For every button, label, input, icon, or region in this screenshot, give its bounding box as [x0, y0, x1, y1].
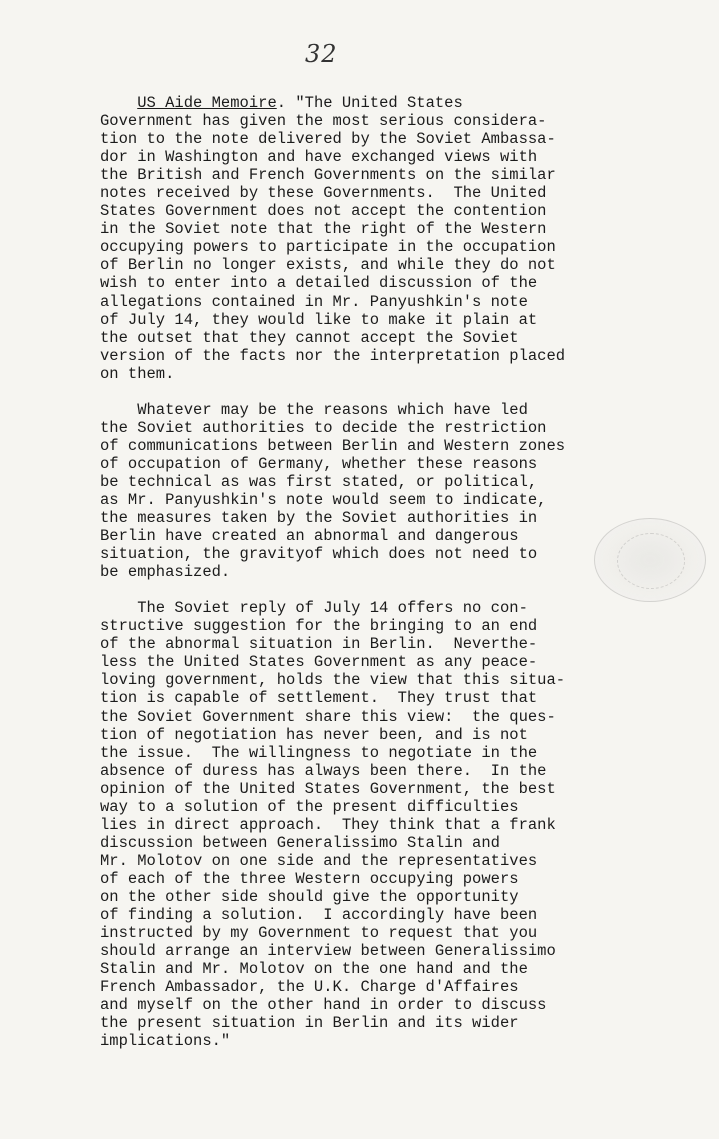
- text-line: tion to the note delivered by the Soviet Ambassa-: [100, 130, 556, 149]
- text-line: of each of the three Western occupying powers: [100, 869, 519, 888]
- text-line: be emphasized.: [100, 563, 231, 582]
- text-line: absence of duress has always been there. In the: [100, 761, 547, 780]
- archive-stamp-inner: [617, 533, 685, 589]
- text-line: tion is capable of settlement. They trust that: [100, 689, 538, 708]
- text-line: Stalin and Mr. Molotov on the one hand and the: [100, 960, 528, 979]
- text-line: States Government does not accept the contention: [100, 202, 547, 221]
- text-line: the measures taken by the Soviet authorities in: [100, 509, 538, 528]
- archive-stamp-icon: [594, 518, 706, 602]
- text-line: wish to enter into a detailed discussion of the: [100, 274, 538, 293]
- text-line: French Ambassador, the U.K. Charge d'Affaires: [100, 978, 519, 997]
- paragraph-2: [100, 401, 640, 581]
- text-line: opinion of the United States Government, the best: [100, 779, 556, 798]
- paragraph-1: [100, 94, 640, 383]
- text-line: Whatever may be the reasons which have led: [100, 400, 528, 419]
- text-line: and myself on the other hand in order to discuss: [100, 996, 547, 1015]
- text-line: way to a solution of the present difficulties: [100, 797, 519, 816]
- text-line: occupying powers to participate in the occupation: [100, 238, 556, 257]
- text-line: situation, the gravityof which does not need to: [100, 545, 538, 564]
- text-line: discussion between Generalissimo Stalin and: [100, 833, 500, 852]
- text-line: of Berlin no longer exists, and while they do not: [100, 256, 556, 275]
- text-line: on them.: [100, 364, 175, 383]
- text-line: in the Soviet note that the right of the Western: [100, 220, 547, 239]
- text-line: less the United States Government as any peace-: [100, 653, 538, 672]
- text-line: tion of negotiation has never been, and is not: [100, 725, 528, 744]
- text-line: as Mr. Panyushkin's note would seem to indicate,: [100, 490, 547, 509]
- text-line: Berlin have created an abnormal and dangerous: [100, 527, 519, 546]
- text-line: instructed by my Government to request that you: [100, 924, 538, 943]
- text-line: The Soviet reply of July 14 offers no con-: [100, 599, 528, 618]
- text-line: the Soviet Government share this view: the ques-: [100, 707, 556, 726]
- text-line: structive suggestion for the bringing to an end: [100, 617, 538, 636]
- text-line: Mr. Molotov on one side and the representatives: [100, 851, 538, 870]
- text-line: Government has given the most serious considera-: [100, 112, 547, 131]
- text-line: the present situation in Berlin and its wider: [100, 1014, 519, 1033]
- text-line: the outset that they cannot accept the Soviet: [100, 328, 519, 347]
- text-line: version of the facts nor the interpretation placed: [100, 346, 566, 365]
- page-number: 32: [305, 40, 338, 68]
- text-line: of the abnormal situation in Berlin. Neverthe-: [100, 635, 538, 654]
- heading-underlined: US Aide Memoire: [137, 94, 277, 112]
- text-line: US Aide Memoire. "The United States: [137, 94, 463, 112]
- text-line: the Soviet authorities to decide the restriction: [100, 418, 547, 437]
- text-line: implications.": [100, 1032, 231, 1051]
- text-line: lies in direct approach. They think that a frank: [100, 815, 556, 834]
- text-line: the British and French Governments on the similar: [100, 166, 556, 185]
- text-line: of communications between Berlin and Western zones: [100, 436, 566, 455]
- text-line: dor in Washington and have exchanged views with: [100, 148, 538, 167]
- document-body: [100, 94, 640, 1068]
- text-line: notes received by these Governments. The United: [100, 184, 547, 203]
- text-line: loving government, holds the view that this situa-: [100, 671, 566, 690]
- text-line: on the other side should give the opportunity: [100, 887, 519, 906]
- paragraph-3: [100, 599, 640, 1050]
- text-line: of occupation of Germany, whether these reasons: [100, 454, 538, 473]
- text-line: allegations contained in Mr. Panyushkin's note: [100, 292, 528, 311]
- text-line: be technical as was first stated, or political,: [100, 472, 538, 491]
- text-line: should arrange an interview between Generalissimo: [100, 942, 556, 961]
- text-line: of finding a solution. I accordingly have been: [100, 906, 538, 925]
- text-line: the issue. The willingness to negotiate in the: [100, 743, 538, 762]
- text-line: of July 14, they would like to make it plain at: [100, 310, 538, 329]
